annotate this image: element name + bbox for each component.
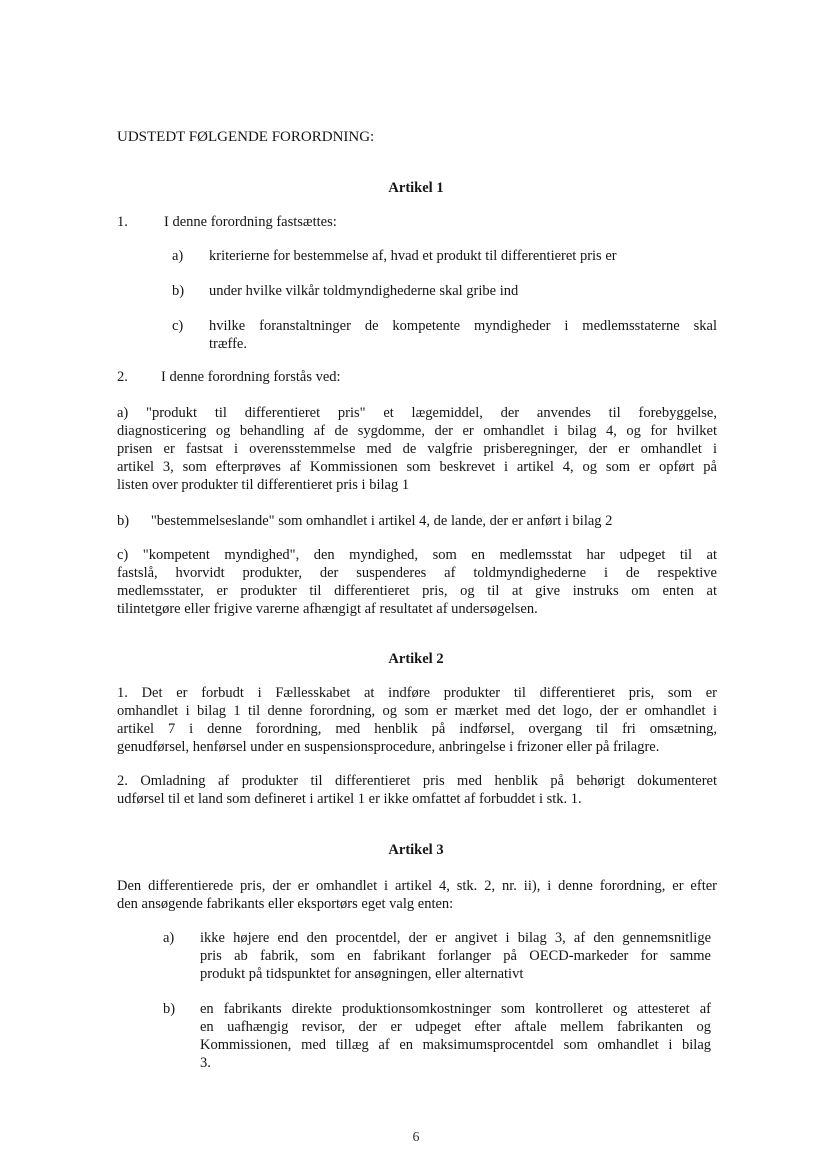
art3-item-a-text xyxy=(200,929,711,983)
text-line: tilintetgøre eller frigive varerne afhængigt af resultatet af undersøgelsen. xyxy=(117,601,538,617)
article-2-title: Artikel 2 xyxy=(388,651,444,667)
text-line: medlemsstater, er produkter til differentieret pris, og til at give instruks om enten at xyxy=(117,583,717,599)
art1-def-c xyxy=(117,546,717,618)
text-line: artikel 7 i denne forordning, med henblik på indførsel, overgang til fri omsætning, xyxy=(117,721,717,737)
art1-item-b-label: b) xyxy=(172,283,185,299)
text-line: genudførsel, henførsel under en suspensionsprocedure, anbringelse i frizoner eller på frilagre. xyxy=(117,739,660,755)
text-line: artikel 3, som efterprøves af Kommissionen som beskrevet i artikel 4, og som er opført på xyxy=(117,459,717,475)
text-line: 3. xyxy=(200,1055,211,1071)
text-line: en uafhængig revisor, der er udpeget efter aftale mellem fabrikanten og xyxy=(200,1019,711,1035)
text-line: pris ab fabrik, som en fabrikant forlanger på OECD-markeder for samme xyxy=(200,948,711,964)
text-line: diagnosticering og behandling af de sygdomme, der er omhandlet i bilag 4, og for hvilket xyxy=(117,423,717,439)
text-line: en fabrikants direkte produktionsomkostninger som kontrolleret og attesteret af xyxy=(200,1001,711,1017)
text-line: udførsel til et land som defineret i artikel 1 er ikke omfattet af forbuddet i stk. 1. xyxy=(117,791,582,807)
page-number: 6 xyxy=(412,1130,420,1145)
art3-item-b-text xyxy=(200,1000,711,1072)
art1-p1-text: I denne forordning fastsættes: xyxy=(164,214,337,230)
art1-p1-number: 1. xyxy=(117,214,128,230)
art1-item-a-text: kriterierne for bestemmelse af, hvad et produkt til differentieret pris er xyxy=(209,248,617,264)
text-line: 2. Omladning af produkter til differentieret pris med henblik på behørigt dokumenteret xyxy=(117,773,717,789)
art2-para-1 xyxy=(117,684,717,756)
art1-item-b-text: under hvilke vilkår toldmyndighederne skal gribe ind xyxy=(209,283,519,299)
text-line: hvilke foranstaltninger de kompetente myndigheder i medlemsstaterne skal xyxy=(209,318,717,334)
art1-def-b xyxy=(117,512,717,530)
text-line: træffe. xyxy=(209,336,247,352)
text-line: ikke højere end den procentdel, der er angivet i bilag 3, af den gennemsnitlige xyxy=(200,930,711,946)
text-line: omhandlet i bilag 1 til denne forordning, og som er mærket med det logo, der er omhandlet i xyxy=(117,703,717,719)
text-line: a) "produkt til differentieret pris" et lægemiddel, der anvendes til forebyggelse, xyxy=(117,405,717,421)
art1-item-a-label: a) xyxy=(172,248,184,264)
text-line: listen over produkter til differentieret pris i bilag 1 xyxy=(117,477,410,493)
text-line: c) "kompetent myndighed", den myndighed, som en medlemsstat har udpeget til at xyxy=(117,547,717,563)
art1-item-c-text xyxy=(209,317,717,353)
text-line: Kommissionen, med tillæg af en maksimumsprocentdel som omhandlet i bilag xyxy=(200,1037,711,1053)
text-line: den ansøgende fabrikants eller eksportørs eget valg enten: xyxy=(117,896,454,912)
text-line: prisen er fastsat i overensstemmelse med de valgfrie prisberegninger, der er omhandlet i xyxy=(117,441,717,457)
art2-para-2 xyxy=(117,772,717,808)
art1-def-a xyxy=(117,404,717,494)
art3-item-b-label: b) xyxy=(163,1001,176,1017)
art3-item-a-label: a) xyxy=(163,930,175,946)
art1-item-c-label: c) xyxy=(172,318,184,334)
article-3-title: Artikel 3 xyxy=(388,842,444,858)
article-1-title: Artikel 1 xyxy=(388,180,444,196)
text-line: b) "bestemmelseslande" som omhandlet i artikel 4, de lande, der er anført i bilag 2 xyxy=(117,513,613,529)
text-line: 1. Det er forbudt i Fællesskabet at indføre produkter til differentieret pris, som er xyxy=(117,685,717,701)
text-line: produkt på tidspunktet for ansøgningen, eller alternativt xyxy=(200,966,524,982)
text-line: fastslå, hvorvidt produkter, der suspenderes af toldmyndighederne i de respektive xyxy=(117,565,717,581)
art1-p2-number: 2. xyxy=(117,369,128,385)
text-line: Den differentierede pris, der er omhandlet i artikel 4, stk. 2, nr. ii), i denne forordning, er efter xyxy=(117,878,717,894)
document-heading: UDSTEDT FØLGENDE FORORDNING: xyxy=(117,129,375,145)
art3-intro xyxy=(117,877,717,913)
art1-p2-text: I denne forordning forstås ved: xyxy=(161,369,341,385)
